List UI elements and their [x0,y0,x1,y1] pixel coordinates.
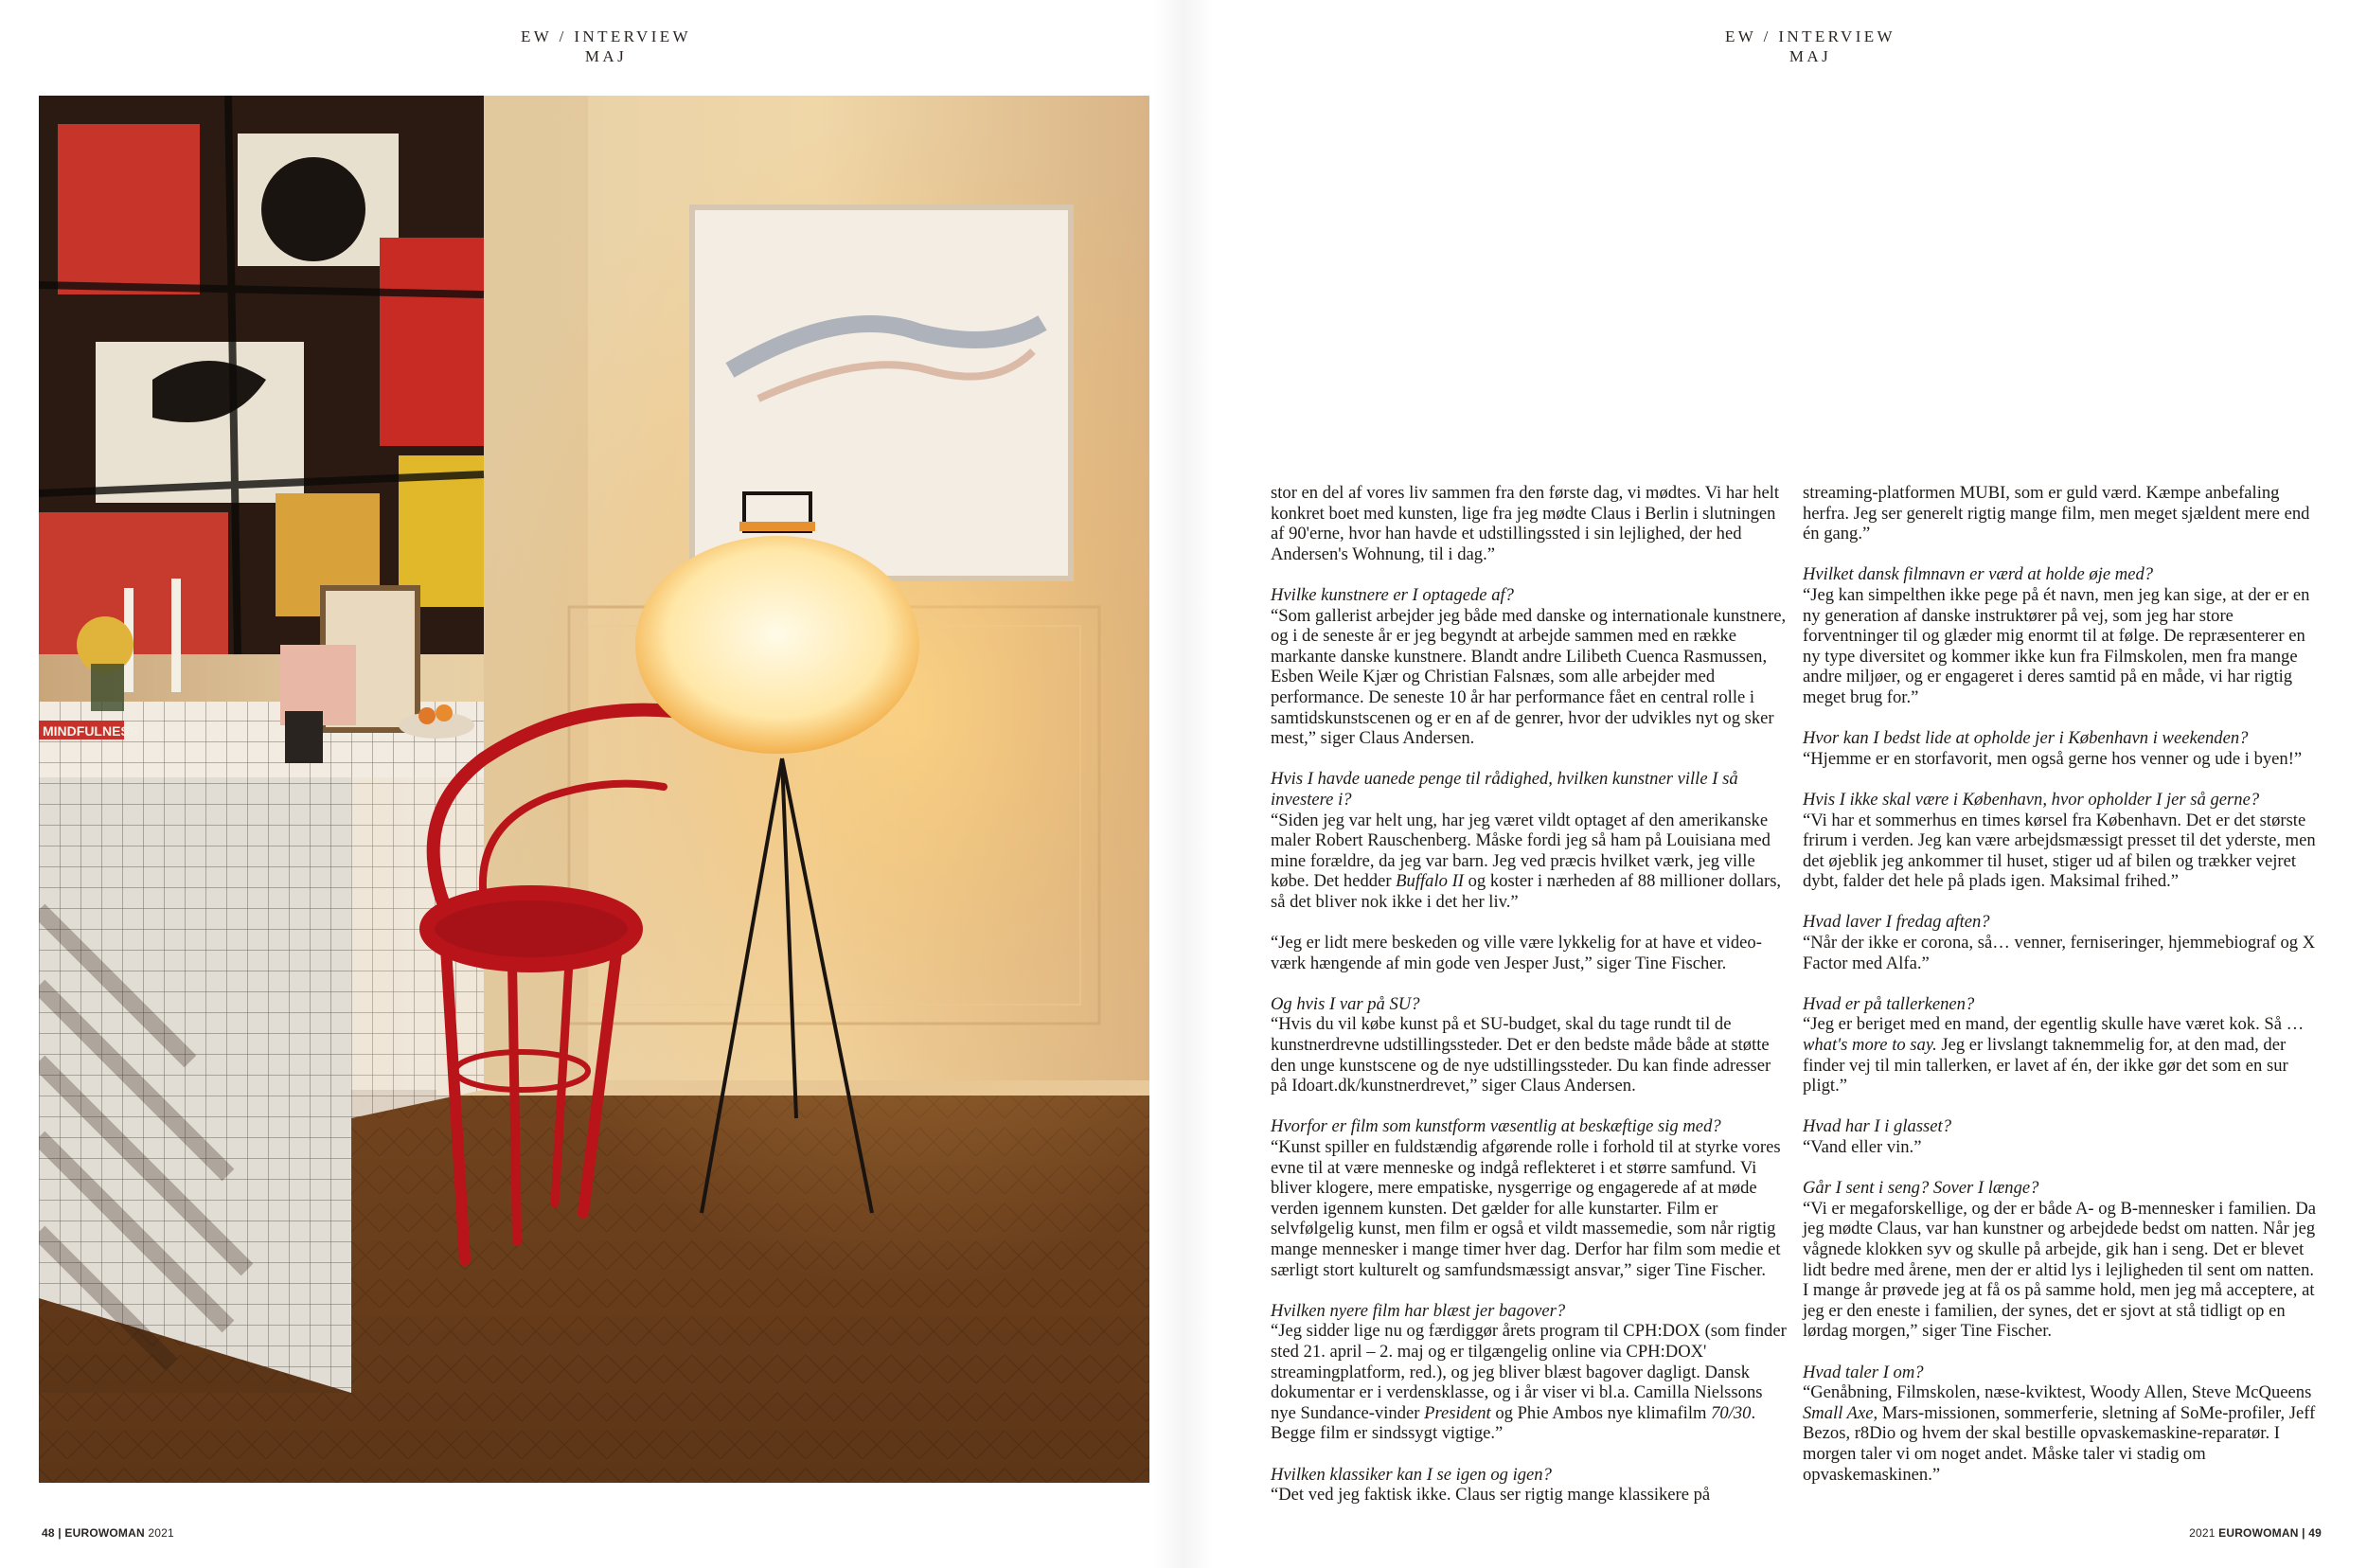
answer-text: . Begge film er sindssygt vigtige.” [1271,1402,1756,1444]
interview-paragraph [1271,483,1791,564]
interview-answer: “Jeg kan simpelthen ikke pege på ét navn, men jeg kan sige, at der er en ny generation af danske instruktører på vej, som jeg har store forventninger til og glæder mig enormt til at følge. De repræsenterer en ny type diversitet og kommer ikke kun fra Filmskolen, men fra mange andre miljøer, og er engageret i deres samtid på en måde, vi har rigtig meget brug for.” [1803,584,2310,707]
interview-question: Hvorfor er film som kunstform væsentlig at beskæftige sig med? [1271,1116,1721,1137]
interview-paragraph [1803,483,2323,544]
interview-answer: “Som gallerist arbejder jeg både med danske og internationale kunstnere, og i de seneste år er jeg begyndt at arbejde sammen med en række markante danske kunstnere. Blandt andre Lilibeth Cuenca Rasmussen, Esben Weile Kjær og Christian Falsnæs, som alle arbejder med performance. De seneste 10 år har performance fået en central rolle i samtidskunstscenen og er en af de genrer, hvor der udvikles nyt og sker mest,” siger Claus Andersen. [1271,605,1787,749]
section-tag-right-line2: MAJ [1789,47,1832,65]
italic-title: Buffalo II [1396,871,1464,892]
interview-question: Hvilket dansk filmnavn er værd at holde øje med? [1803,564,2154,585]
interview-answer [1803,1382,2323,1485]
folio-right-publication: EUROWOMAN [2218,1526,2299,1540]
answer-text: “Jeg sidder lige nu og færdiggør årets program til CPH:DOX (som finder sted 21. april – 2. maj og er tilgængelig online via CPH:DOX' streamingplatform, red.), og jeg bliver blæst bagover dagligt. Dansk dokumentar er i verdensklasse, og i år viser vi bl.a. Camilla Nielssons nye Sundance-vinder [1271,1321,1787,1423]
interview-paragraph [1271,1301,1791,1444]
interview-question: Hvad er på tallerkenen? [1803,993,1975,1014]
folio-left [42,1526,174,1540]
interview-answer: stor en del af vores liv sammen fra den første dag, vi mødtes. Vi har helt konkret boet med kunsten, lige fra jeg mødte Claus i Berlin i slutningen af 90'erne, hvor han havde et udstillingssted i sin lejlighed, der hed Andersen's Wohnung, til i dag.” [1271,483,1780,564]
italic-title: what's more to say. [1803,1035,1937,1056]
interview-paragraph [1271,994,1791,1096]
folio-left-year: 2021 [148,1526,174,1540]
section-tag-left-line1: EW / INTERVIEW [521,27,691,45]
answer-text: “Jeg er beriget med en mand, der egentlig skulle have været kok. Så … [1803,1014,2305,1035]
interview-answer: “Det ved jeg faktisk ikke. Claus ser rigtig mange klassikere på [1271,1485,1711,1506]
folio-left-page-number: 48 [42,1526,55,1540]
interview-answer [1271,811,1791,913]
interview-question: Hvor kan I bedst lide at opholde jer i København i weekenden? [1803,728,2249,749]
interview-answer: “Hjemme er en storfavorit, men også gerne hos venner og ude i byen!” [1803,748,2303,769]
interview-question: Hvad laver I fredag aften? [1803,912,1990,933]
interview-question: Hvad har I i glasset? [1803,1116,1952,1137]
section-tag-left [492,27,720,66]
interview-question: Hvad taler I om? [1803,1362,1924,1382]
italic-title: President [1424,1402,1491,1423]
section-tag-right-line1: EW / INTERVIEW [1725,27,1895,45]
answer-text: Jeg er livslangt taknemmelig for, at den mad, der finder vej til min tallerken, er lavet af én, der ikke gør det som en sur pligt.” [1803,1035,2288,1096]
article-column-1 [1271,483,1791,1525]
folio-right-page-number: 49 [2308,1526,2322,1540]
book-spine-text: MINDFULNESS [43,723,139,739]
interview-answer [1803,1014,2323,1096]
interview-question: Og hvis I var på SU? [1271,993,1420,1014]
interview-question: Hvilken nyere film har blæst jer bagover? [1271,1300,1566,1321]
interview-question: Hvis I ikke skal være i København, hvor opholder I jer så gerne? [1803,789,2260,810]
interview-question: Hvis I havde uanede penge til rådighed, hvilken kunstner ville I så investere i? [1271,769,1738,810]
interview-answer: “Vand eller vin.” [1803,1137,1922,1157]
interview-paragraph [1271,1465,1791,1506]
interview-paragraph [1271,1116,1791,1280]
interview-answer: “Jeg er lidt mere beskeden og ville være lykkelig for at have et video-værk hængende af min gode ven Jesper Just,” siger Tine Fischer. [1271,933,1762,973]
interview-paragraph [1803,728,2323,769]
interview-paragraph [1803,790,2323,892]
interview-answer: “Vi er megaforskellige, og der er både A- og B-mennesker i familien. Da jeg mødte Claus, var han kunstner og arbejdede bedst om natten. Når jeg vågnede klokken syv og skulle på arbejde, gik han i seng. Det er blevet lidt bedre med årene, men der er altid lys i lejligheden til sent om natten. I mange år prøvede jeg at få os på samme hold, men jeg må acceptere, at jeg er den eneste i familien, der synes, det er sjovt at stå tidligt op en lørdag morgen,” siger Tine Fischer. [1803,1198,2317,1342]
folio-left-separator: | [58,1526,62,1540]
interview-paragraph [1271,585,1791,749]
answer-text: og Phie Ambos nye klimafilm [1490,1402,1712,1423]
interview-answer: “Hvis du vil købe kunst på et SU-budget, skal du tage rundt til de kunstnerdrevne udstillingssteder. Det er den bedste måde både at støtte den unge kunstscene og de nye udstillingssteder. Du kan finde adresser på Idoart.dk/kunstnerdrevet,” siger Claus Andersen. [1271,1014,1771,1096]
article-column-2 [1803,483,2323,1506]
interview-paragraph [1803,1363,2323,1486]
interview-paragraph [1803,1116,2323,1157]
interview-paragraph [1803,1178,2323,1342]
interview-paragraph [1271,769,1791,912]
interview-answer: “Kunst spiller en fuldstændig afgørende rolle i forhold til at styrke vores evne til at være menneske og indgå reflekteret i et større samfund. Vi bliver klogere, mere empatiske, nysgerrige og engagerede af at møde verden igennem kunsten. Det gælder for alle kunstarter. Film er selvfølgelig kunst, men film er også et vildt massemedie, som når rigtig mange mennesker i mange timer hver dag. Derfor har film som medie et særligt stort kulturelt og samfundsmæssigt ansvar,” siger Tine Fischer. [1271,1137,1781,1280]
interview-answer [1271,1321,1791,1444]
folio-right-separator: | [2302,1526,2305,1540]
interview-paragraph [1803,564,2323,707]
italic-title: Small Axe [1803,1402,1874,1423]
italic-title: 70/30 [1711,1402,1752,1423]
interview-answer: “Når der ikke er corona, så… venner, ferniseringer, hjemmebiograf og X Factor med Alfa.” [1803,933,2316,973]
interview-question: Hvilke kunstnere er I optagede af? [1271,584,1514,605]
interview-answer: streaming-platformen MUBI, som er guld værd. Kæmpe anbefaling herfra. Jeg ser generelt rigtig mange film, men meget sjældent mere end én gang.” [1803,483,2310,544]
folio-left-publication: EUROWOMAN [64,1526,145,1540]
interview-paragraph [1271,933,1791,973]
interior-photo [39,96,1149,1483]
folio-right-year: 2021 [2189,1526,2216,1540]
interview-paragraph [1803,994,2323,1096]
interview-answer: “Vi har et sommerhus en times kørsel fra København. Det er det største frirum i verden. Jeg kan være arbejdsmæssigt presset til det yderste, men det øjeblik jeg ankommer til huset, stiger ud af bilen og trækker vejret dybt, falder det hele på plads igen. Maksimal frihed.” [1803,810,2316,892]
interview-paragraph [1803,912,2323,973]
answer-text: , Mars-missionen, sommerferie, sletning af SoMe-profiler, Jeff Bezos, r8Dio og hvem der skal bestille opvaskemaskine-reparatør. I morgen taler vi om noget andet. Måske taler vi stadig om opvaskemaskinen.” [1803,1402,2316,1485]
answer-text: og koster i nærheden af 88 millioner dollars, så det bliver nok ikke i det her liv.” [1271,871,1782,912]
interview-question: Hvilken klassiker kan I se igen og igen? [1271,1464,1552,1485]
section-tag-right [1697,27,1924,66]
folio-right [2189,1526,2322,1540]
section-tag-left-line2: MAJ [584,47,628,65]
interview-question: Går I sent i seng? Sover I længe? [1803,1178,2039,1199]
answer-text: “Genåbning, Filmskolen, næse-kviktest, Woody Allen, Steve McQueens [1803,1382,2312,1403]
answer-text: “Siden jeg var helt ung, har jeg været vildt optaget af den amerikanske maler Robert Rauschenberg. Måske fordi jeg så ham på Louisiana med mine forældre, da jeg var barn. Jeg ved præcis hvilket værk, jeg ville købe. Det hedder [1271,810,1771,892]
